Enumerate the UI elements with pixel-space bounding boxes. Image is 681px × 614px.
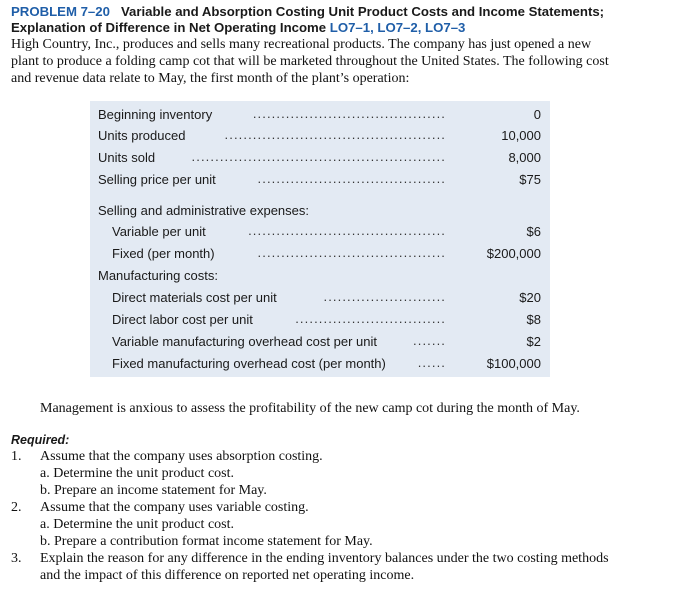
row-label: Direct labor cost per unit — [112, 312, 253, 327]
row-label: Fixed (per month) — [112, 246, 215, 261]
row-label: Units sold — [98, 150, 156, 165]
row-label: Units produced — [98, 128, 186, 143]
row-value: $100,000 — [486, 356, 541, 371]
question-3-text-line1: Explain the reason for any difference in the ending inventory balances under the two costing methods — [40, 551, 609, 566]
question-1-text: Assume that the company uses absorption costing. — [40, 449, 323, 464]
row-label: Variable per unit — [112, 224, 206, 239]
cost-data-table — [90, 101, 550, 377]
row-fixed-overhead — [98, 356, 541, 374]
intro-line-2: plant to produce a folding camp cot that will be marketed throughout the United States. The following cost — [11, 54, 609, 69]
row-direct-materials — [98, 290, 541, 308]
required-heading: Required: — [11, 433, 70, 447]
sa-expenses-header: Selling and administrative expenses: — [98, 203, 310, 218]
leader-dots: ...................................................... — [191, 149, 446, 164]
question-2-text: Assume that the company uses variable costing. — [40, 500, 309, 515]
management-note: Management is anxious to assess the profitability of the new camp cot during the month of May. — [40, 401, 580, 416]
row-sa-fixed — [98, 246, 541, 264]
question-1b: b. Prepare an income statement for May. — [40, 483, 267, 498]
row-value: $2 — [526, 334, 541, 349]
question-3-number: 3. — [11, 551, 22, 566]
row-sa-variable — [98, 224, 541, 242]
leader-dots: ......................................... — [252, 106, 446, 121]
problem-title-line2: Explanation of Difference in Net Operating Income — [11, 20, 327, 35]
row-value: $200,000 — [486, 246, 541, 261]
row-units-produced — [98, 128, 541, 146]
row-label: Fixed manufacturing overhead cost (per month) — [112, 356, 386, 371]
row-direct-labor — [98, 312, 541, 330]
intro-line-3: and revenue data relate to May, the first month of the plant’s operation: — [11, 71, 410, 86]
leader-dots: ................................ — [295, 311, 446, 326]
row-label: Beginning inventory — [98, 107, 213, 122]
leader-dots: .......................... — [323, 289, 446, 304]
row-value: 8,000 — [508, 150, 541, 165]
question-2a: a. Determine the unit product cost. — [40, 517, 234, 532]
row-value: 0 — [533, 107, 541, 122]
leader-dots: ....... — [413, 333, 446, 348]
leader-dots: ............................................... — [224, 127, 446, 142]
row-variable-overhead — [98, 334, 541, 352]
row-value: 10,000 — [501, 128, 541, 143]
problem-number: PROBLEM 7–20 — [11, 4, 110, 19]
leader-dots: ........................................ — [257, 245, 446, 260]
manufacturing-costs-header: Manufacturing costs: — [98, 268, 218, 283]
intro-line-1: High Country, Inc., produces and sells many recreational products. The company has just opened a new — [11, 37, 592, 52]
problem-title-line1: Variable and Absorption Costing Unit Product Costs and Income Statements; — [120, 4, 605, 19]
row-units-sold — [98, 150, 541, 168]
leader-dots: .......................................... — [248, 223, 446, 238]
row-label: Selling price per unit — [98, 172, 216, 187]
question-2-number: 2. — [11, 500, 22, 515]
row-value: $20 — [519, 290, 541, 305]
row-value: $75 — [519, 172, 541, 187]
leader-dots: ...... — [417, 355, 446, 370]
row-label: Variable manufacturing overhead cost per unit — [112, 334, 377, 349]
question-3-text-line2: and the impact of this difference on reported net operating income. — [40, 568, 415, 583]
row-value: $6 — [526, 224, 541, 239]
problem-heading-line2 — [11, 20, 465, 35]
question-1a: a. Determine the unit product cost. — [40, 466, 234, 481]
question-1-number: 1. — [11, 449, 22, 464]
question-2b: b. Prepare a contribution format income statement for May. — [40, 534, 373, 549]
leader-dots: ........................................ — [257, 171, 446, 186]
row-beginning-inventory — [98, 107, 541, 125]
learning-objectives: LO7–1, LO7–2, LO7–3 — [329, 20, 466, 35]
problem-heading-line1 — [11, 4, 604, 19]
row-label: Direct materials cost per unit — [112, 290, 277, 305]
row-selling-price — [98, 172, 541, 190]
row-value: $8 — [526, 312, 541, 327]
